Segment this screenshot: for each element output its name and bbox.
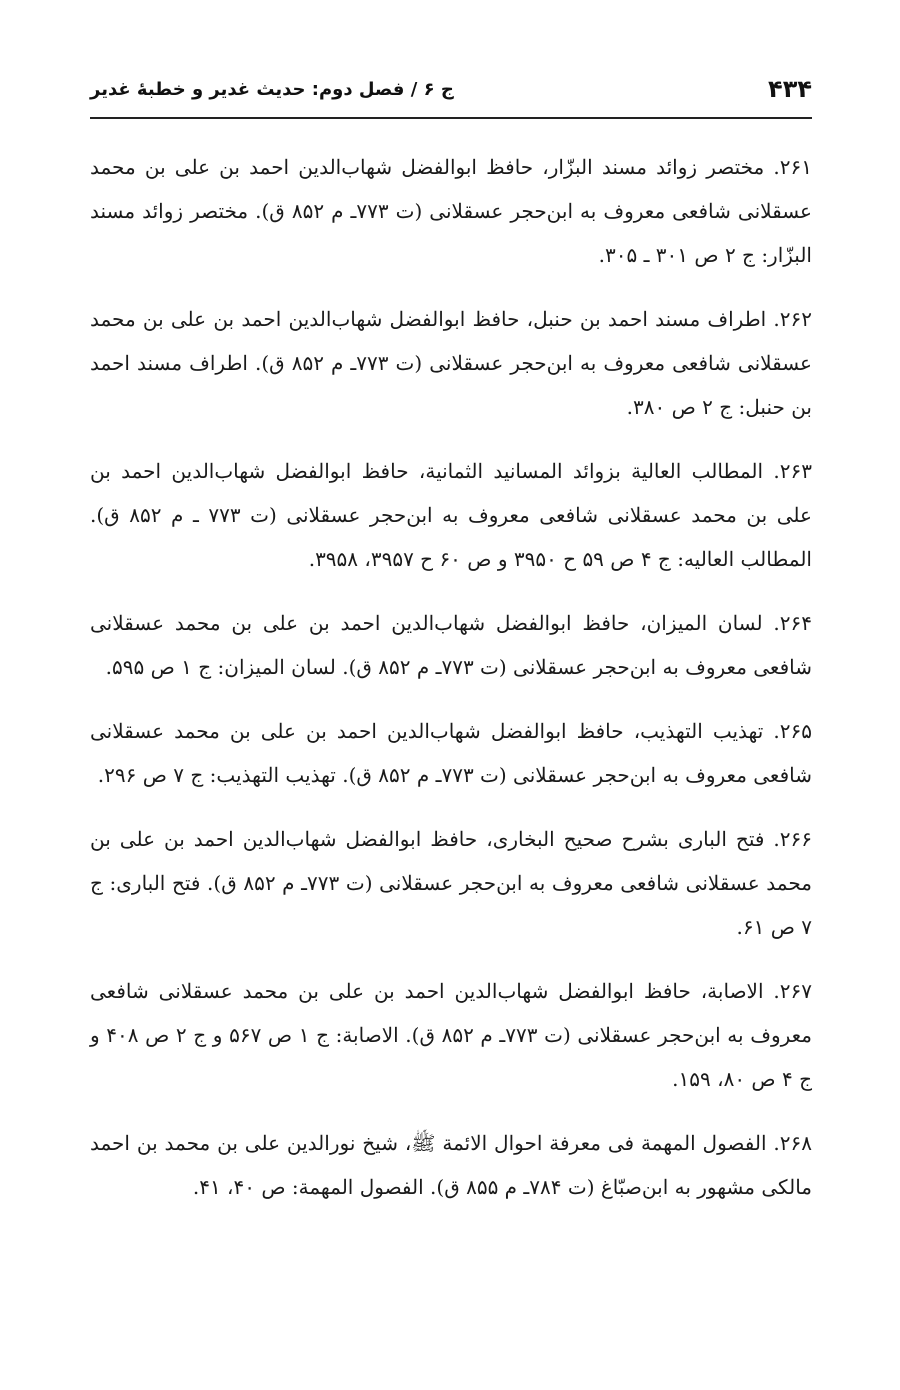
page-header — [90, 66, 812, 112]
bibliography-list — [90, 145, 812, 1229]
bibliography-entry-262: ۲۶۲. اطراف مسند احمد بن حنبل، حافظ ابوالفضل شهاب‌الدین احمد بن علی بن محمد عسقلانی شافعی معروف به ابن‌حجر عسقلانی (ت ۷۷۳ـ م ۸۵۲ ق). اطراف مسند احمد بن حنبل: ج ۲ ص ۳۸۰. — [90, 307, 812, 419]
bibliography-entry-268: ۲۶۸. الفصول المهمة فی معرفة احوال الائمة ﷺ، شیخ نورالدین علی بن محمد بن احمد مالکی مشهور به ابن‌صبّاغ (ت ۷۸۴ـ م ۸۵۵ ق). الفصول المهمة: ص ۴۰، ۴۱. — [90, 1131, 812, 1199]
running-head: ج ۶ / فصل دوم: حدیث غدیر و خطبهٔ غدیر — [90, 78, 454, 100]
bibliography-entry-266: ۲۶۶. فتح الباری بشرح صحیح البخاری، حافظ ابوالفضل شهاب‌الدین احمد بن علی بن محمد عسقلانی شافعی معروف به ابن‌حجر عسقلانی (ت ۷۷۳ـ م ۸۵۲ ق). فتح الباری: ج ۷ ص ۶۱. — [90, 827, 812, 939]
bibliography-entry-265: ۲۶۵. تهذیب التهذیب، حافظ ابوالفضل شهاب‌الدین احمد بن علی بن محمد عسقلانی شافعی معروف به ابن‌حجر عسقلانی (ت ۷۷۳ـ م ۸۵۲ ق). تهذیب التهذیب: ج ۷ ص ۲۹۶. — [90, 719, 812, 787]
book-page — [90, 0, 812, 1390]
bibliography-entry-261: ۲۶۱. مختصر زوائد مسند البزّار، حافظ ابوالفضل شهاب‌الدین احمد بن علی بن محمد عسقلانی شافعی معروف به ابن‌حجر عسقلانی (ت ۷۷۳ـ م ۸۵۲ ق). مختصر زوائد مسند البزّار: ج ۲ ص ۳۰۱ ـ ۳۰۵. — [90, 155, 812, 267]
page-number: ۴۳۴ — [768, 75, 812, 103]
bibliography-entry-263: ۲۶۳. المطالب العالیة بزوائد المسانید الثمانیة، حافظ ابوالفضل شهاب‌الدین احمد بن علی بن محمد عسقلانی شافعی معروف به ابن‌حجر عسقلانی (ت ۷۷۳ ـ م ۸۵۲ ق). المطالب العالیه: ج ۴ ص ۵۹ ح ۳۹۵۰ و ص ۶۰ ح ۳۹۵۷، ۳۹۵۸. — [90, 459, 812, 571]
bibliography-entry-264: ۲۶۴. لسان المیزان، حافظ ابوالفضل شهاب‌الدین احمد بن علی بن محمد عسقلانی شافعی معروف به ابن‌حجر عسقلانی (ت ۷۷۳ـ م ۸۵۲ ق). لسان المیزان: ج ۱ ص ۵۹۵. — [90, 611, 812, 679]
bibliography-entry-267: ۲۶۷. الاصابة، حافظ ابوالفضل شهاب‌الدین احمد بن علی بن محمد عسقلانی شافعی معروف به ابن‌حجر عسقلانی (ت ۷۷۳ـ م ۸۵۲ ق). الاصابة: ج ۱ ص ۵۶۷ و ج ۲ ص ۴۰۸ و ج ۴ ص ۸۰، ۱۵۹. — [90, 979, 812, 1091]
header-divider — [90, 117, 812, 119]
